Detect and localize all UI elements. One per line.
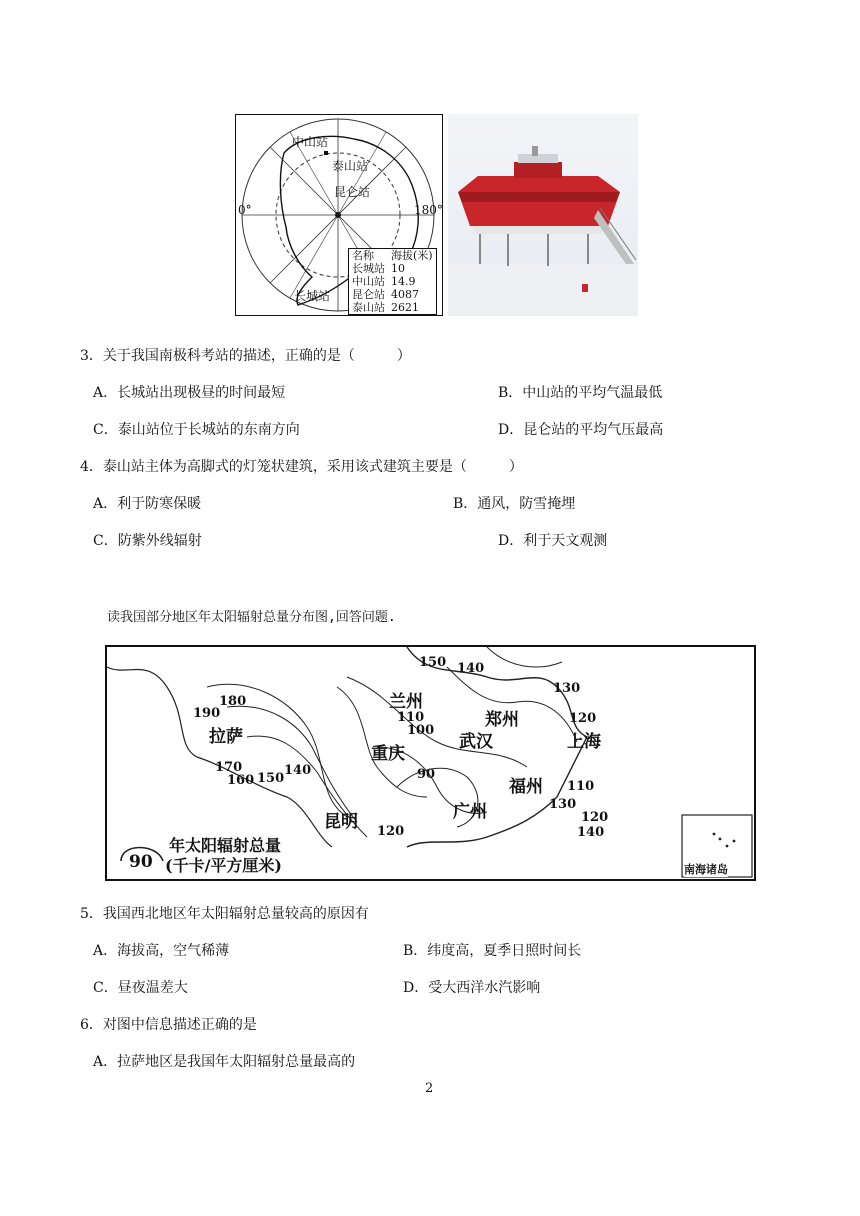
station-illustration	[448, 114, 638, 316]
table-row	[349, 301, 437, 315]
isoline-label: 110	[397, 710, 425, 725]
isoline-label: 140	[577, 825, 605, 840]
antarctic-map	[235, 114, 443, 316]
question-4-option-d[interactable]: D．利于天文观测	[498, 533, 608, 549]
question-5-option-a[interactable]: A．海拔高，空气稀薄	[93, 943, 230, 959]
isoline-label: 160	[227, 773, 255, 788]
city-label-zhengzhou: 郑州	[485, 710, 519, 730]
table-row	[349, 275, 437, 288]
question-5-option-c[interactable]: C．昼夜温差大	[93, 980, 188, 996]
legend-unit: (千卡/平方厘米)	[165, 856, 282, 875]
table-cell: 泰山站	[352, 301, 385, 314]
question-4-option-c[interactable]: C．防紫外线辐射	[93, 533, 202, 549]
isoline-label: 180	[219, 694, 247, 709]
isoline-label: 90	[417, 767, 436, 782]
taishan-station-photo	[448, 114, 638, 316]
question-3-option-a[interactable]: A．长城站出现极昼的时间最短	[93, 385, 286, 401]
isoline-label: 110	[567, 779, 595, 794]
table-cell: 长城站	[352, 262, 385, 275]
elevation-table	[348, 248, 437, 315]
table-cell: 中山站	[352, 275, 385, 288]
city-label-wuhan: 武汉	[459, 732, 493, 752]
isoline-label: 170	[215, 760, 243, 775]
table-row	[349, 262, 437, 275]
isoline-label: 140	[284, 763, 312, 778]
station-zhongshan-marker	[324, 151, 328, 155]
table-row	[349, 288, 437, 301]
city-label-kunming: 昆明	[324, 812, 358, 832]
question-4-option-a[interactable]: A．利于防寒保暖	[93, 496, 202, 512]
question-5-option-b[interactable]: B．纬度高，夏季日照时间长	[403, 943, 582, 959]
station-kunlun-label: 昆仑站	[334, 185, 371, 199]
question-6-option-a[interactable]: A．拉萨地区是我国年太阳辐射总量最高的	[93, 1054, 356, 1070]
table-header-name: 名称	[352, 249, 374, 262]
isoline-label: 150	[419, 655, 447, 670]
table-cell: 2621	[391, 301, 419, 314]
question-3-option-c[interactable]: C．泰山站位于长城站的东南方向	[93, 422, 300, 438]
lon-right-label: 180°	[414, 203, 443, 217]
question-5-stem: 5．我国西北地区年太阳辐射总量较高的原因有	[80, 906, 369, 922]
isoline-label: 120	[581, 810, 609, 825]
legend-title: 年太阳辐射总量	[169, 836, 282, 855]
question-3-stem: 3．关于我国南极科考站的描述，正确的是（ ）	[80, 348, 411, 364]
isoline-label: 140	[457, 661, 485, 676]
table-header-row	[349, 249, 437, 263]
table-header-elev: 海拔(米)	[391, 249, 433, 262]
lon-left-label: 0°	[238, 203, 252, 217]
table-cell: 4087	[391, 288, 419, 301]
map-intro-text: 读我国部分地区年太阳辐射总量分布图,回答问题.	[107, 610, 396, 625]
isoline-label: 130	[549, 797, 577, 812]
city-label-shanghai: 上海	[567, 732, 601, 752]
isoline-label: 100	[407, 723, 435, 738]
station-changcheng-label: 长城站	[294, 289, 331, 303]
city-label-lhasa: 拉萨	[209, 727, 243, 747]
isoline-label: 130	[553, 681, 581, 696]
legend-value: 90	[129, 852, 153, 872]
solar-radiation-map	[105, 645, 756, 881]
station-taishan-label: 泰山站	[332, 159, 369, 173]
page-number: 2	[425, 1081, 434, 1096]
question-4-option-b[interactable]: B．通风，防雪掩埋	[453, 496, 576, 512]
table-cell: 14.9	[391, 275, 416, 288]
station-zhongshan-label: 中山站	[292, 135, 329, 149]
question-3-option-b[interactable]: B．中山站的平均气温最低	[498, 385, 663, 401]
city-label-fuzhou: 福州	[509, 777, 543, 797]
table-cell: 10	[391, 262, 405, 275]
inset-label: 南海诸岛	[684, 863, 728, 876]
isoline-label: 190	[193, 706, 221, 721]
isoline-label: 120	[569, 711, 597, 726]
question-6-stem: 6．对图中信息描述正确的是	[80, 1017, 257, 1033]
question-5-option-d[interactable]: D．受大西洋水汽影响	[403, 980, 541, 996]
isoline-label: 120	[377, 824, 405, 839]
city-label-lanzhou: 兰州	[389, 692, 423, 712]
question-4-stem: 4．泰山站主体为高脚式的灯笼状建筑，采用该式建筑主要是（ ）	[80, 459, 523, 475]
city-label-guangzhou: 广州	[453, 802, 487, 822]
question-3-option-d[interactable]: D．昆仑站的平均气压最高	[498, 422, 664, 438]
city-label-chongqing: 重庆	[371, 744, 405, 764]
isoline-label: 150	[257, 771, 285, 786]
table-cell: 昆仑站	[352, 288, 385, 301]
